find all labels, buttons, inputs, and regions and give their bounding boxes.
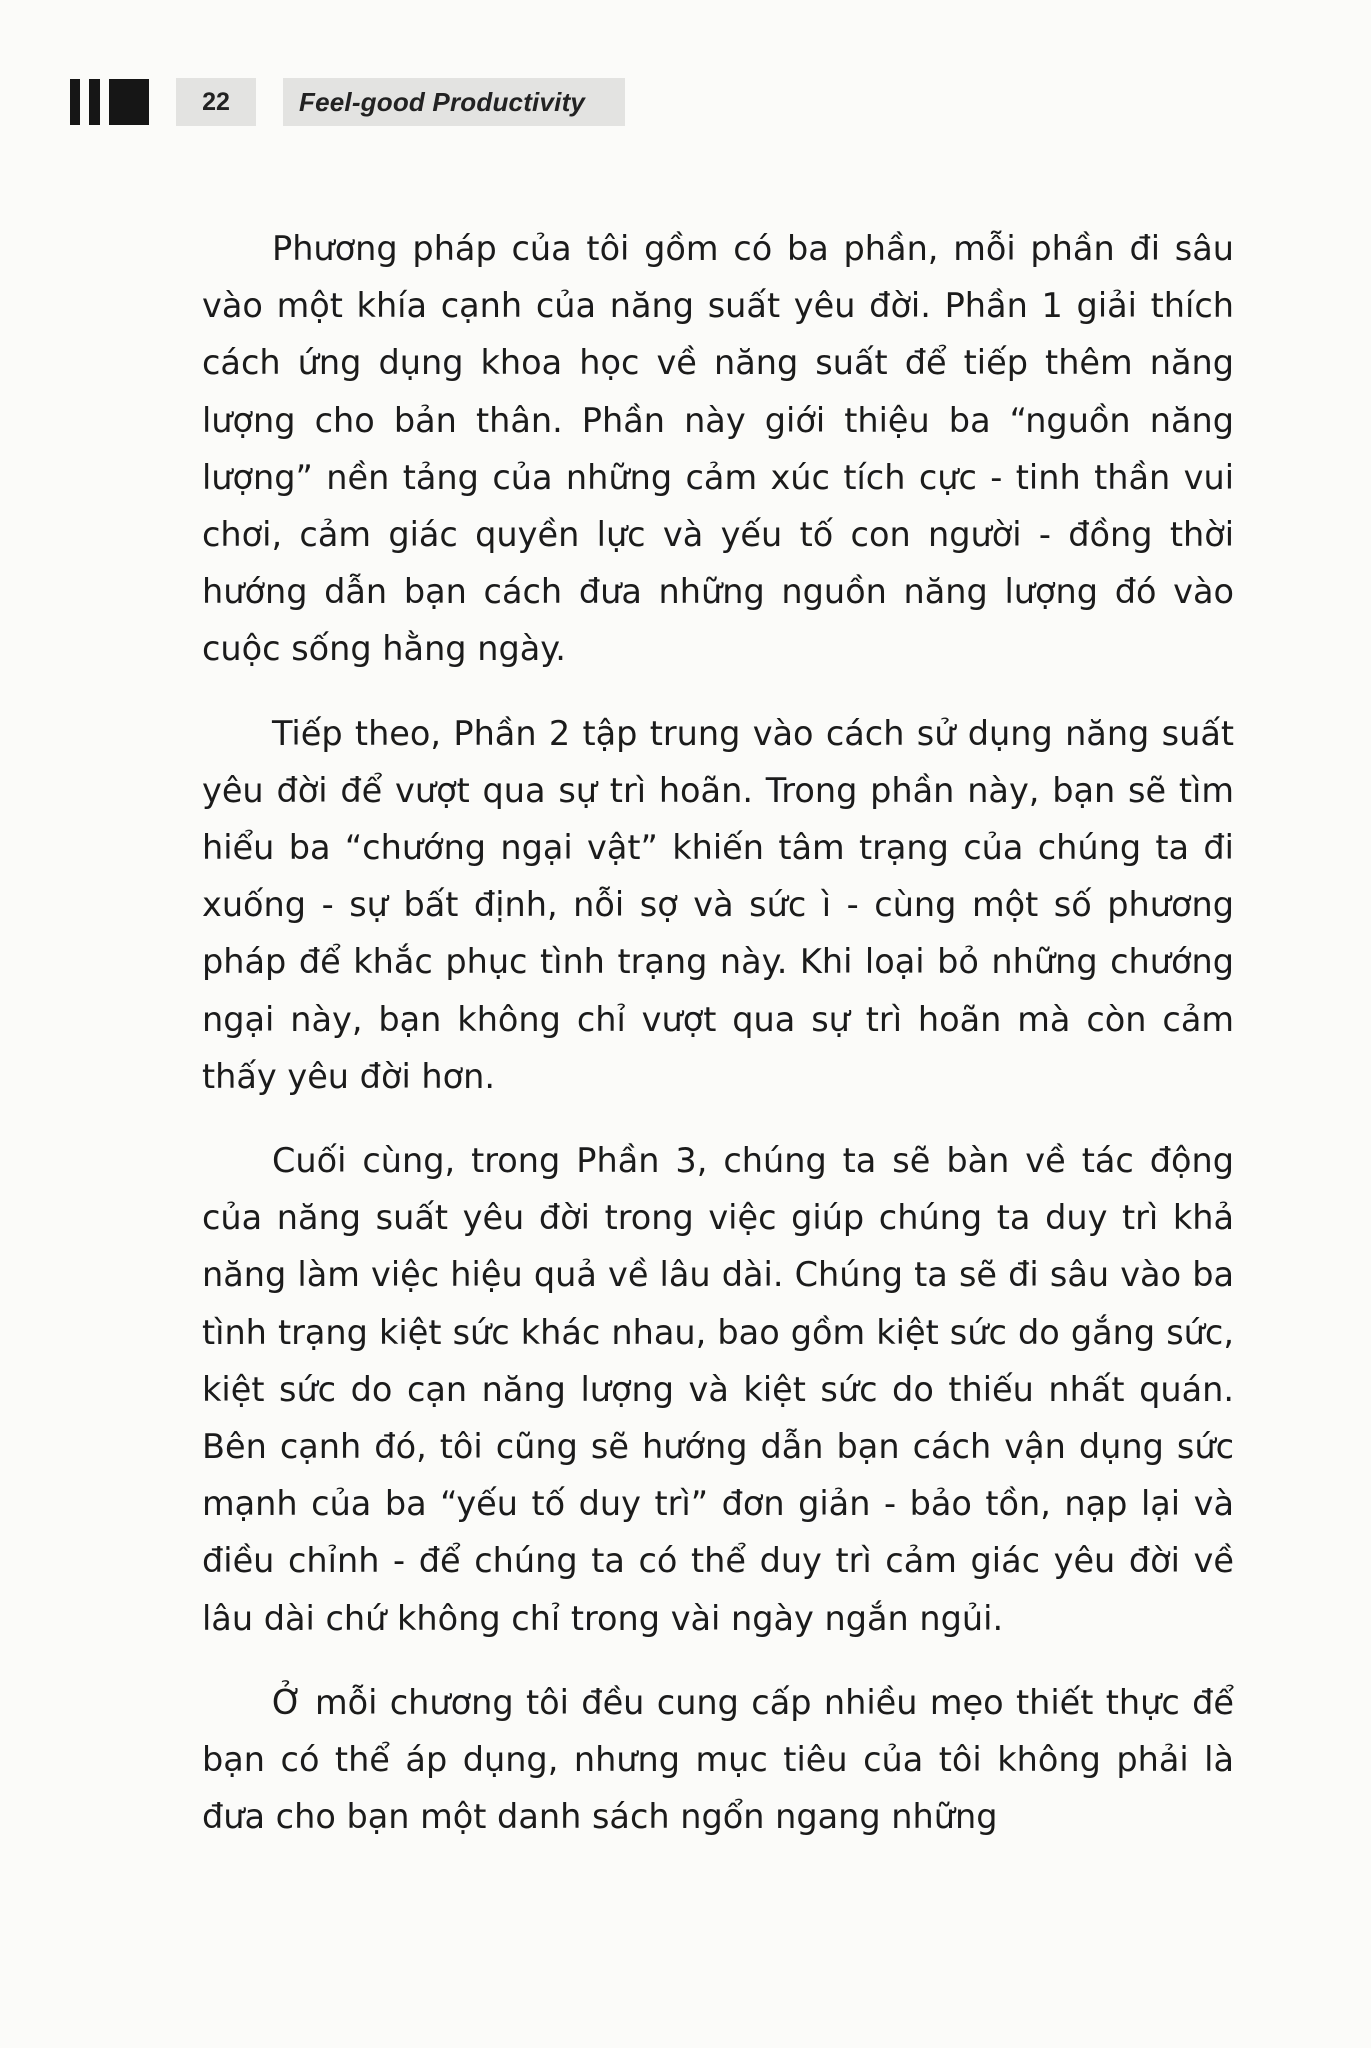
paragraph: Ở mỗi chương tôi đều cung cấp nhiều mẹo thiết thực để bạn có thể áp dụng, nhưng mục tiêu của tôi không phải là đưa cho bạn một danh sách ngổn ngang những bbox=[202, 1682, 1234, 1837]
header-decor-bar bbox=[70, 79, 80, 125]
page-header bbox=[70, 78, 625, 126]
header-decor-bar bbox=[109, 79, 149, 125]
page-number-box bbox=[176, 78, 256, 126]
paragraph: Tiếp theo, Phần 2 tập trung vào cách sử dụng năng suất yêu đời để vượt qua sự trì hoãn. Trong phần này, bạn sẽ tìm hiểu ba “chướng ngại vật” khiến tâm trạng của chúng ta đi xuống - sự bất định, nỗi sợ và sức ì - cùng một số phương pháp để khắc phục tình trạng này. Khi loại bỏ những chướng ngại này, bạn không chỉ vượt qua sự trì hoãn mà còn cảm thấy yêu đời hơn. bbox=[202, 713, 1234, 1096]
running-head: Feel-good Productivity bbox=[299, 86, 586, 117]
running-head-box bbox=[283, 78, 625, 126]
page-number: 22 bbox=[202, 87, 230, 116]
paragraph: Phương pháp của tôi gồm có ba phần, mỗi phần đi sâu vào một khía cạnh của năng suất yêu đời. Phần 1 giải thích cách ứng dụng khoa học về năng suất để tiếp thêm năng lượng cho bản thân. Phần này giới thiệu ba “nguồn năng lượng” nền tảng của những cảm xúc tích cực - tinh thần vui chơi, cảm giác quyền lực và yếu tố con người - đồng thời hướng dẫn bạn cách đưa những nguồn năng lượng đó vào cuộc sống hằng ngày. bbox=[202, 229, 1234, 669]
body-text bbox=[202, 220, 1234, 1872]
paragraph: Cuối cùng, trong Phần 3, chúng ta sẽ bàn về tác động của năng suất yêu đời trong việc giúp chúng ta duy trì khả năng làm việc hiệu quả về lâu dài. Chúng ta sẽ đi sâu vào ba tình trạng kiệt sức khác nhau, bao gồm kiệt sức do gắng sức, kiệt sức do cạn năng lượng và kiệt sức do thiếu nhất quán. Bên cạnh đó, tôi cũng sẽ hướng dẫn bạn cách vận dụng sức mạnh của ba “yếu tố duy trì” đơn giản - bảo tồn, nạp lại và điều chỉnh - để chúng ta có thể duy trì cảm giác yêu đời về lâu dài chứ không chỉ trong vài ngày ngắn ngủi. bbox=[202, 1141, 1234, 1638]
header-decor-bar bbox=[89, 79, 100, 125]
